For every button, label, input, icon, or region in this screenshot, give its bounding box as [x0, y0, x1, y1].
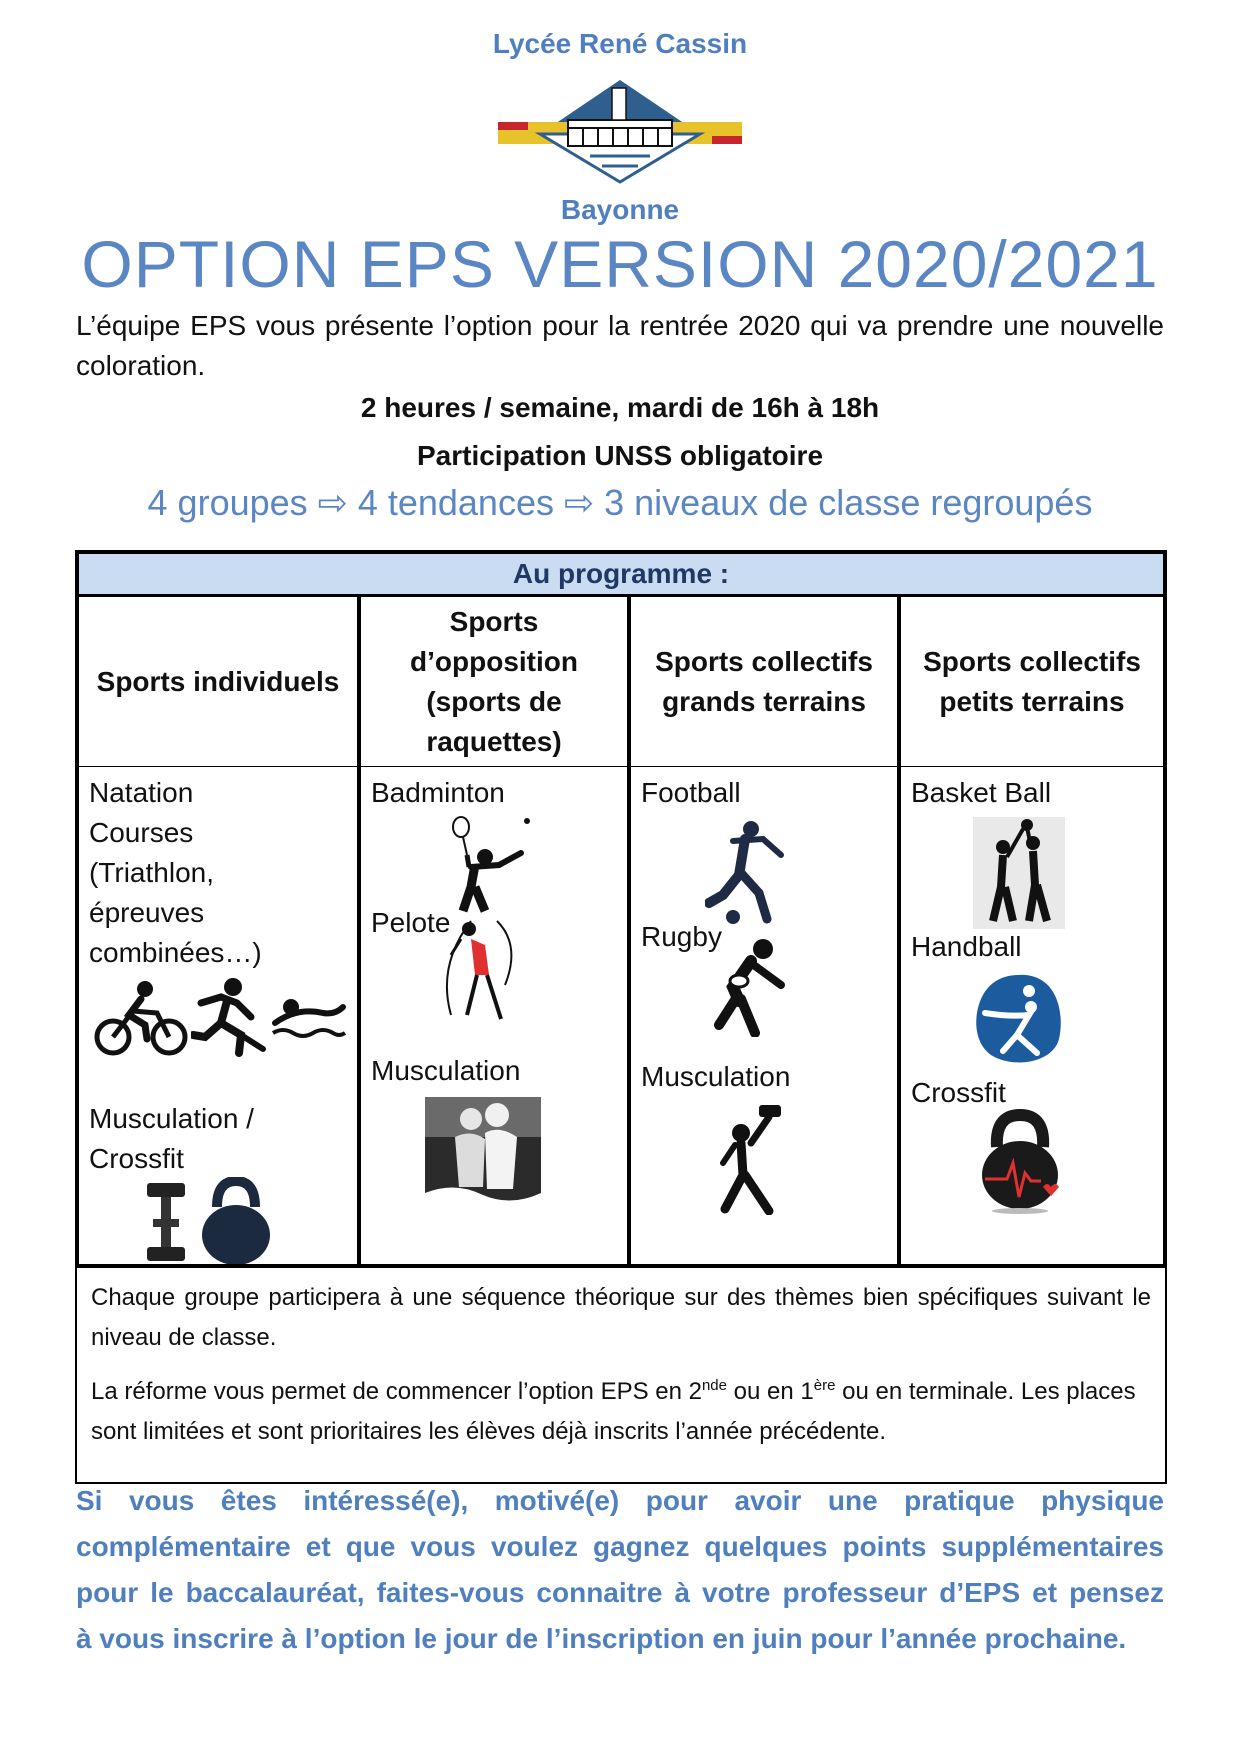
- school-logo: [498, 78, 742, 186]
- item-courses: Courses: [89, 817, 194, 848]
- item-musculation: Musculation: [371, 1055, 521, 1086]
- rugby-icon: [711, 937, 791, 1037]
- closing-call-to-action: [76, 1478, 1164, 1662]
- reform-text-part: La réforme vous permet de commencer l’option EPS en 2: [91, 1378, 702, 1405]
- item-musculation: Musculation /: [89, 1103, 254, 1134]
- column-title: Sports collectifs grands terrains: [631, 597, 897, 767]
- schedule-text: 2 heures / semaine, mardi de 16h à 18h: [360, 392, 880, 423]
- column-title: Sports individuels: [79, 597, 357, 767]
- cycling-icon: [93, 979, 189, 1059]
- pelote-icon: [441, 915, 521, 1029]
- column-collective-small: [897, 597, 1163, 1264]
- column-title: Sports d’opposition (sports de raquettes): [361, 597, 627, 767]
- item-combinees: combinées…): [89, 937, 262, 968]
- item-triathlon: (Triathlon,: [89, 857, 215, 888]
- reform-text-part: ou en 1: [727, 1378, 814, 1405]
- closing-line: à vous inscrire à l’option le jour de l’inscription en juin pour l’année prochaine.: [76, 1623, 1127, 1654]
- item-natation: Natation: [89, 777, 194, 808]
- reform-text-part: ou en terminale. Les places sont limitées et sont prioritaires les élèves déjà inscrits l’année précédente.: [91, 1378, 1136, 1445]
- intro-text: L’équipe EPS vous présente l’option pour la rentrée 2020 qui va prendre une nouvelle coloration.: [76, 310, 1164, 381]
- handball-icon: [973, 973, 1065, 1067]
- weightlifting-icon: [711, 1103, 791, 1215]
- item-rugby: Rugby: [641, 921, 722, 952]
- basketball-icon: [973, 817, 1065, 929]
- school-name: Lycée René Cassin: [492, 28, 748, 59]
- item-badminton: Badminton: [371, 777, 505, 808]
- item-basketball: Basket Ball: [911, 777, 1052, 808]
- closing-line: pour le baccalauréat, faites-vous connaitre à votre professeur d’EPS et pensez: [76, 1577, 1164, 1608]
- kettlebell-icon: [197, 1177, 275, 1267]
- column-collective-large: [627, 597, 897, 1264]
- info-paragraph-reform: [91, 1372, 1151, 1452]
- column-opposition: [357, 597, 627, 1264]
- info-box: [75, 1264, 1167, 1484]
- item-crossfit: Crossfit: [89, 1143, 184, 1174]
- running-icon: [191, 977, 269, 1057]
- item-epreuves: épreuves: [89, 897, 205, 928]
- superscript-ere: ère: [813, 1377, 836, 1394]
- superscript-nde: nde: [701, 1377, 727, 1394]
- programme-header: Au programme :: [79, 554, 1163, 597]
- column-individual: [79, 597, 357, 1264]
- item-football: Football: [641, 777, 741, 808]
- school-city: Bayonne: [560, 194, 680, 225]
- column-title: Sports collectifs petits terrains: [901, 597, 1163, 767]
- closing-line: complémentaire et que vous voulez gagnez quelques points supplémentaires: [76, 1531, 1164, 1562]
- unss-text: Participation UNSS obligatoire: [416, 440, 824, 471]
- item-pelote: Pelote: [371, 907, 451, 938]
- item-handball: Handball: [911, 931, 1022, 962]
- item-musculation: Musculation: [641, 1061, 791, 1092]
- crossfit-kettlebell-icon: [979, 1107, 1061, 1215]
- groups-line: 4 groupes ⇨ 4 tendances ⇨ 3 niveaux de classe regroupés: [147, 482, 1093, 523]
- closing-line: Si vous êtes intéressé(e), motivé(e) pour avoir une pratique physique: [76, 1485, 1164, 1516]
- fitness-couple-icon: [425, 1097, 541, 1211]
- item-crossfit: Crossfit: [911, 1077, 1006, 1108]
- page-title: OPTION EPS VERSION 2020/2021: [81, 227, 1159, 301]
- football-icon: [705, 819, 801, 927]
- info-paragraph-theory: Chaque groupe participera à une séquence théorique sur des thèmes bien spécifiques suivant le niveau de classe.: [91, 1284, 1151, 1351]
- swimming-icon: [271, 993, 347, 1043]
- programme-table: [75, 550, 1167, 1268]
- badminton-icon: [441, 815, 533, 915]
- dumbbell-icon: [143, 1179, 189, 1265]
